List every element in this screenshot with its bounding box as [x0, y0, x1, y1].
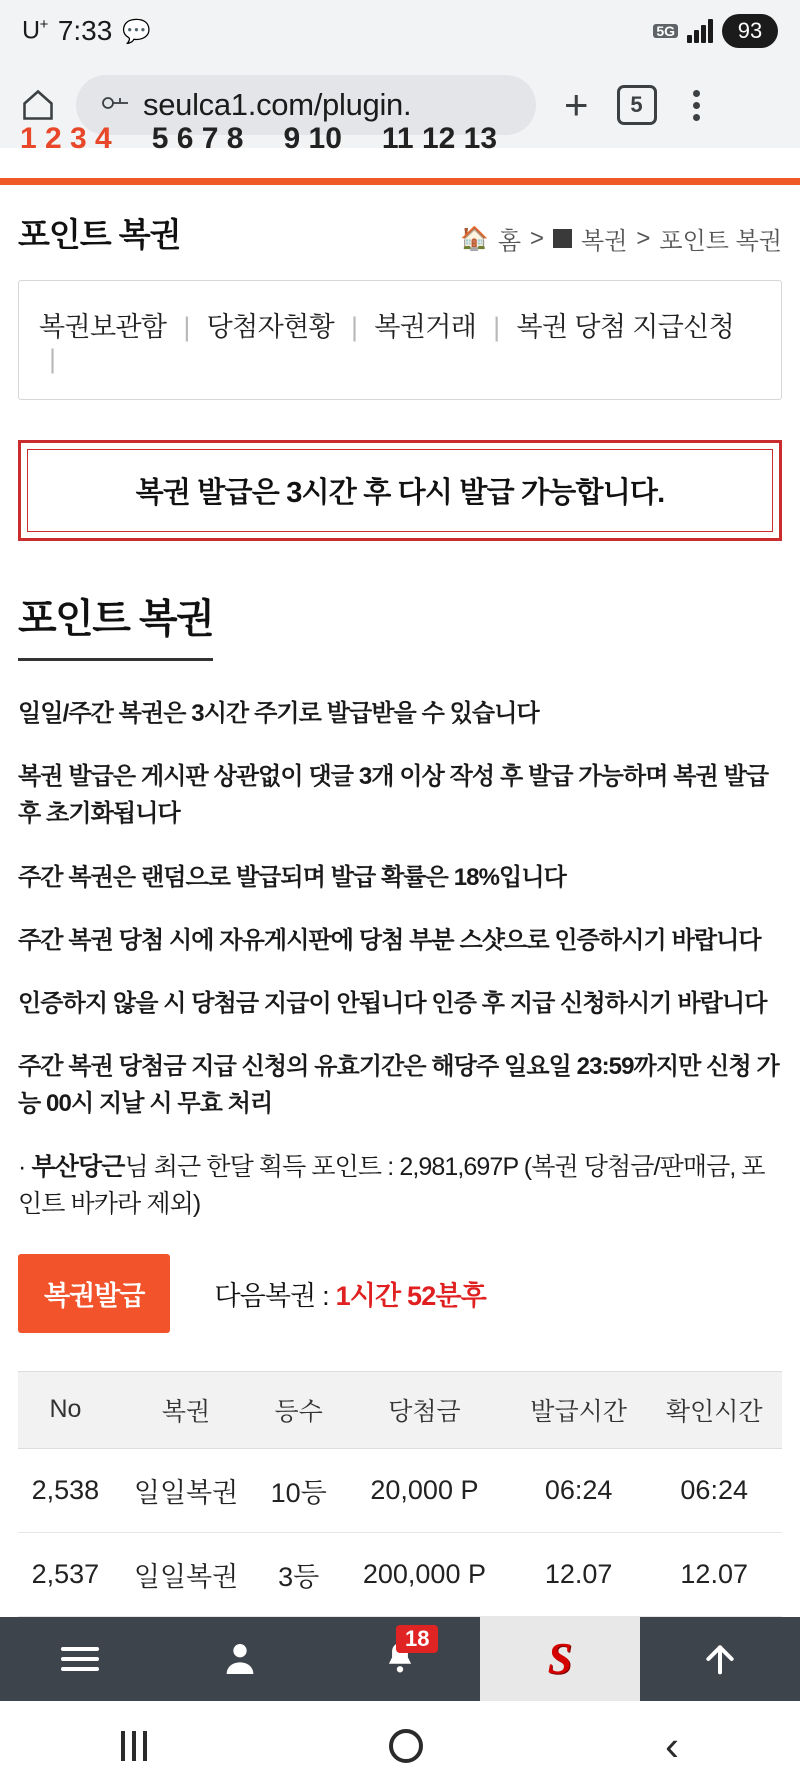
description-item: 주간 복권은 랜덤으로 발급되며 발급 확률은 18%입니다 — [18, 863, 566, 891]
status-right — [653, 14, 778, 48]
carrier-label: U+ — [22, 16, 48, 45]
breadcrumb-sep-1: > — [530, 224, 545, 252]
cut-off-row — [0, 122, 800, 178]
breadcrumb-square-icon — [553, 229, 572, 248]
appbar-site-logo-button[interactable] — [480, 1617, 640, 1701]
cell-checked: 12.07 — [646, 1532, 782, 1616]
bullet: · — [18, 1152, 26, 1181]
tab-switcher-button[interactable]: 5 — [617, 85, 657, 125]
cell-lottery: 일일복권 — [113, 1448, 259, 1532]
notice-text: 복권 발급은 3시간 후 다시 발급 가능합니다. — [27, 449, 773, 532]
arrow-up-icon — [700, 1639, 740, 1679]
cell-rank: 3등 — [259, 1532, 338, 1616]
sub-nav-item-trade[interactable]: 복권거래 — [374, 312, 477, 342]
breadcrumb-mid-label[interactable]: 복권 — [581, 228, 628, 255]
description-item: 인증하지 않을 시 당첨금 지급이 안됩니다 인증 후 지급 신청하시기 바랍니다 — [18, 989, 767, 1017]
breadcrumb-current-label: 포인트 복권 — [659, 228, 782, 255]
breadcrumb-home-icon[interactable]: 🏠 — [460, 225, 489, 251]
alarm-badge: 18 — [396, 1625, 438, 1653]
column-header-rank: 등수 — [259, 1371, 338, 1448]
new-tab-button[interactable]: + — [564, 81, 589, 128]
recent-apps-icon[interactable] — [121, 1731, 147, 1761]
android-nav-bar — [0, 1701, 800, 1791]
site-logo-icon: S — [547, 1634, 573, 1683]
sub-nav-sep-1: | — [183, 312, 190, 342]
cell-issued: 12.07 — [511, 1532, 647, 1616]
battery-indicator: 93 — [722, 14, 778, 48]
url-text: seulca1.com/plugin. — [143, 87, 412, 122]
column-header-checked: 확인시간 — [646, 1371, 782, 1448]
sub-nav-sep-2: | — [350, 312, 358, 342]
site-info-icon — [100, 92, 130, 119]
page-title: 포인트 복권 — [18, 216, 181, 253]
issue-row — [18, 1254, 782, 1333]
person-icon — [220, 1639, 260, 1679]
page-header — [0, 185, 800, 274]
signal-strength-icon — [687, 19, 713, 43]
sub-nav-sep-3: | — [493, 312, 500, 342]
cell-rank: 10등 — [259, 1448, 338, 1532]
lottery-history-table — [18, 1371, 782, 1617]
hamburger-icon — [61, 1647, 99, 1671]
cell-no: 2,538 — [18, 1448, 113, 1532]
sub-nav-item-claim[interactable]: 복권 당첨 지급신청 — [516, 312, 735, 342]
home-circle-icon[interactable] — [389, 1729, 423, 1763]
status-bar — [0, 0, 800, 62]
appbar-menu-button[interactable] — [0, 1617, 160, 1701]
cut-piece-3: 9 10 — [283, 122, 342, 155]
sub-nav-sep-4: | — [49, 344, 56, 374]
sub-nav-item-storage[interactable]: 복권보관함 — [39, 312, 167, 342]
orange-divider — [0, 178, 800, 185]
column-header-issued: 발급시간 — [511, 1371, 647, 1448]
point-summary-text: 님 최근 한달 획득 포인트 : 2,981,697P (복권 당첨금/판매금, 포인트 바카라 제외) — [18, 1152, 765, 1218]
notice-box — [18, 440, 782, 541]
table-header-row — [18, 1371, 782, 1448]
table-row[interactable] — [18, 1448, 782, 1532]
next-lottery-text: 다음복권 : — [214, 1280, 336, 1311]
appbar-alarm-button[interactable] — [320, 1617, 480, 1701]
column-header-lottery: 복권 — [113, 1371, 259, 1448]
bottom-app-bar — [0, 1617, 800, 1701]
description-item: 복권 발급은 게시판 상관없이 댓글 3개 이상 작성 후 발급 가능하며 복권 발급 후 초기화됩니다 — [18, 763, 769, 828]
web-page-content — [0, 122, 800, 1617]
cut-piece-2: 5 6 7 8 — [151, 122, 244, 155]
description-item: 주간 복권 당첨 시에 자유게시판에 당첨 부분 스샷으로 인증하시기 바랍니다 — [18, 926, 761, 954]
message-bubble-icon: 💬 — [122, 17, 151, 44]
column-header-prize: 당첨금 — [338, 1371, 511, 1448]
back-icon[interactable]: ‹ — [665, 1721, 679, 1769]
breadcrumb — [460, 221, 782, 256]
cell-lottery: 일일복권 — [113, 1532, 259, 1616]
sub-nav-bar — [18, 280, 782, 400]
status-left — [22, 15, 151, 47]
network-type-icon: 5G — [653, 24, 678, 39]
cell-checked: 06:24 — [646, 1448, 782, 1532]
section-title: 포인트 복권 — [18, 587, 213, 661]
cell-prize: 200,000 P — [338, 1532, 511, 1616]
cut-piece-4: 11 12 13 — [381, 122, 498, 155]
overflow-menu-icon[interactable] — [689, 86, 704, 125]
status-clock: 7:33 — [57, 15, 113, 46]
description-item: 일일/주간 복권은 3시간 주기로 발급받을 수 있습니다 — [18, 700, 539, 727]
appbar-profile-button[interactable] — [160, 1617, 320, 1701]
breadcrumb-sep-2: > — [636, 224, 651, 252]
home-icon[interactable] — [20, 87, 56, 123]
user-point-summary — [18, 1149, 782, 1224]
sub-nav-item-winners[interactable]: 당첨자현황 — [206, 312, 335, 342]
table-row[interactable] — [18, 1532, 782, 1616]
issue-lottery-button[interactable]: 복권발급 — [18, 1254, 170, 1333]
description-item: 주간 복권 당첨금 지급 신청의 유효기간은 해당주 일요일 23:59까지만 신청 가능 00시 지날 시 무효 처리 — [18, 1053, 779, 1118]
appbar-scroll-top-button[interactable] — [640, 1617, 800, 1701]
description-list — [18, 695, 782, 1123]
cut-piece-1: 1 2 3 4 — [20, 122, 112, 155]
next-lottery-label — [214, 1274, 486, 1313]
user-nickname: 부산당근 — [31, 1152, 125, 1181]
cell-prize: 20,000 P — [338, 1448, 511, 1532]
column-header-no: No — [18, 1371, 113, 1448]
cell-no: 2,537 — [18, 1532, 113, 1616]
next-lottery-time: 1시간 52분후 — [335, 1280, 487, 1311]
cell-issued: 06:24 — [511, 1448, 647, 1532]
breadcrumb-home-label[interactable]: 홈 — [497, 228, 521, 255]
